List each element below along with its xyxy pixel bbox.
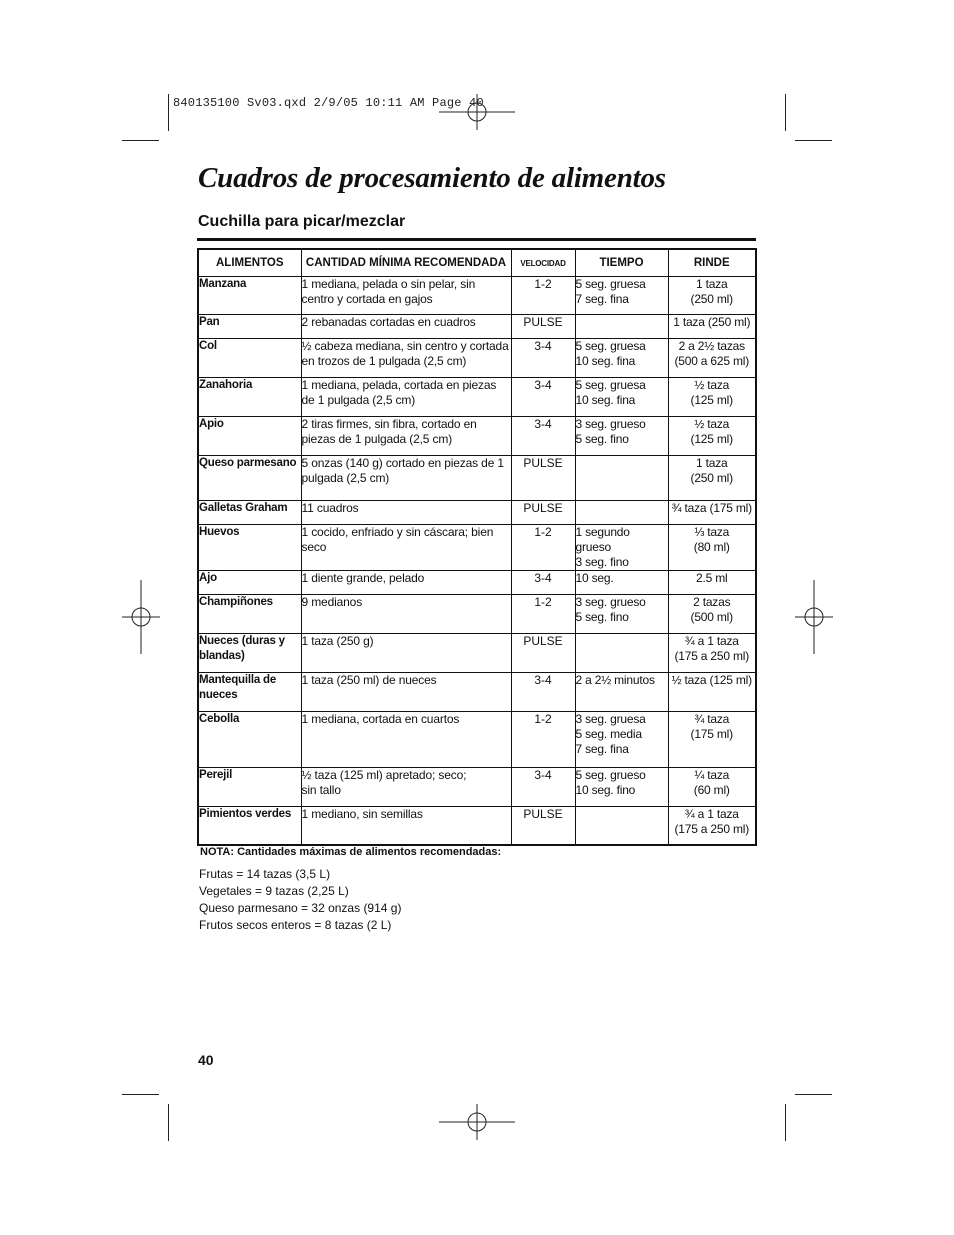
table-cell-food: Apio [198, 417, 301, 456]
table-cell-speed: 3-4 [511, 378, 575, 417]
table-cell-speed: PULSE [511, 634, 575, 673]
section-heading: Cuchilla para picar/mezclar [198, 213, 406, 230]
table-row [198, 595, 756, 634]
table-cell-time: 3 seg. grueso 5 seg. fino [575, 595, 668, 634]
page-title: Cuadros de procesamiento de alimentos [198, 162, 666, 194]
table-cell-speed: PULSE [511, 501, 575, 525]
table-row [198, 277, 756, 315]
table-cell-time: 5 seg. grueso 10 seg. fino [575, 768, 668, 807]
table-cell-food: Cebolla [198, 712, 301, 768]
table-cell-speed: 1-2 [511, 712, 575, 768]
table-cell-yield: ¾ a 1 taza (175 a 250 ml) [668, 807, 756, 845]
table-cell-food: Nueces (duras y blandas) [198, 634, 301, 673]
note-line: Vegetales = 9 tazas (2,25 L) [199, 884, 349, 898]
table-cell-speed: PULSE [511, 807, 575, 845]
table-row [198, 525, 756, 571]
processing-table [197, 248, 757, 846]
table-cell-time [575, 456, 668, 501]
table-cell-yield: 1 taza (250 ml) [668, 315, 756, 339]
table-cell-quantity: 5 onzas (140 g) cortado en piezas de 1 pulgada (2,5 cm) [301, 456, 511, 501]
table-cell-time: 5 seg. gruesa 10 seg. fina [575, 339, 668, 378]
table-cell-time [575, 634, 668, 673]
table-row [198, 807, 756, 845]
table-cell-time: 1 segundo grueso 3 seg. fino [575, 525, 668, 571]
crop-mark [122, 1094, 159, 1095]
table-cell-quantity: 1 diente grande, pelado [301, 571, 511, 595]
table-row [198, 712, 756, 768]
table-cell-food: Pimientos verdes [198, 807, 301, 845]
table-cell-yield: ⅓ taza (80 ml) [668, 525, 756, 571]
note-line: Frutos secos enteros = 8 tazas (2 L) [199, 918, 392, 932]
note-heading: NOTA: Cantidades máximas de alimentos recomendadas: [200, 846, 502, 858]
table-row [198, 768, 756, 807]
table-row [198, 571, 756, 595]
table-cell-food: Zanahoria [198, 378, 301, 417]
table-cell-food: Galletas Graham [198, 501, 301, 525]
table-cell-quantity: 1 mediana, cortada en cuartos [301, 712, 511, 768]
table-row [198, 417, 756, 456]
table-row [198, 339, 756, 378]
table-cell-quantity: 1 mediano, sin semillas [301, 807, 511, 845]
column-header-tiempo: TIEMPO [575, 249, 668, 277]
table-cell-quantity: 1 taza (250 ml) de nueces [301, 673, 511, 712]
note-line: Frutas = 14 tazas (3,5 L) [199, 867, 331, 881]
crop-mark [122, 140, 159, 141]
table-cell-quantity: 2 rebanadas cortadas en cuadros [301, 315, 511, 339]
table-cell-speed: 3-4 [511, 571, 575, 595]
table-cell-time: 5 seg. gruesa 7 seg. fina [575, 277, 668, 315]
column-header-alimentos: ALIMENTOS [198, 249, 301, 277]
table-cell-food: Mantequilla de nueces [198, 673, 301, 712]
table-cell-yield: 1 taza (250 ml) [668, 277, 756, 315]
table-row [198, 634, 756, 673]
table-cell-food: Huevos [198, 525, 301, 571]
table-cell-quantity: ½ cabeza mediana, sin centro y cortada en trozos de 1 pulgada (2,5 cm) [301, 339, 511, 378]
column-header-cantidad: CANTIDAD MÍNIMA RECOMENDADA [301, 249, 511, 277]
table-cell-time: 10 seg. [575, 571, 668, 595]
table-cell-speed: 3-4 [511, 417, 575, 456]
table-row [198, 501, 756, 525]
crop-mark [168, 1104, 169, 1141]
table-cell-yield: ½ taza (125 ml) [668, 378, 756, 417]
table-cell-speed: 3-4 [511, 673, 575, 712]
table-row [198, 673, 756, 712]
table-cell-yield: ¾ taza (175 ml) [668, 712, 756, 768]
table-cell-speed: 3-4 [511, 339, 575, 378]
registration-mark-icon [439, 94, 515, 130]
page-number: 40 [198, 1052, 214, 1068]
table-row [198, 315, 756, 339]
table-cell-time: 2 a 2½ minutos [575, 673, 668, 712]
table-row [198, 456, 756, 501]
table-cell-quantity: ½ taza (125 ml) apretado; seco; sin tallo [301, 768, 511, 807]
note-line: Queso parmesano = 32 onzas (914 g) [199, 901, 402, 915]
table-cell-quantity: 9 medianos [301, 595, 511, 634]
table-cell-quantity: 11 cuadros [301, 501, 511, 525]
table-cell-quantity: 1 cocido, enfriado y sin cáscara; bien seco [301, 525, 511, 571]
table-cell-speed: 3-4 [511, 768, 575, 807]
table-row [198, 378, 756, 417]
table-cell-speed: PULSE [511, 456, 575, 501]
table-cell-food: Champiñones [198, 595, 301, 634]
table-cell-speed: 1-2 [511, 595, 575, 634]
registration-mark-icon [795, 580, 833, 654]
table-cell-yield: ½ taza (125 ml) [668, 417, 756, 456]
table-cell-time [575, 315, 668, 339]
table-cell-yield: ¾ a 1 taza (175 a 250 ml) [668, 634, 756, 673]
table-cell-food: Col [198, 339, 301, 378]
table-cell-time: 3 seg. gruesa 5 seg. media 7 seg. fina [575, 712, 668, 768]
table-cell-time [575, 807, 668, 845]
crop-mark [168, 94, 169, 131]
table-cell-quantity: 1 mediana, pelada o sin pelar, sin centro y cortada en gajos [301, 277, 511, 315]
table-cell-yield: 2 tazas (500 ml) [668, 595, 756, 634]
registration-mark-icon [439, 1104, 515, 1140]
column-header-rinde: RINDE [668, 249, 756, 277]
table-header-row [198, 249, 756, 277]
print-slug: 840135100 Sv03.qxd 2/9/05 10:11 AM Page 40 [173, 96, 484, 110]
registration-mark-icon [122, 580, 160, 654]
table-cell-time: 5 seg. gruesa 10 seg. fina [575, 378, 668, 417]
table-cell-quantity: 1 taza (250 g) [301, 634, 511, 673]
crop-mark [795, 1094, 832, 1095]
table-cell-yield: ¾ taza (175 ml) [668, 501, 756, 525]
crop-mark [785, 94, 786, 131]
table-cell-quantity: 1 mediana, pelada, cortada en piezas de 1 pulgada (2,5 cm) [301, 378, 511, 417]
note-list [199, 866, 401, 934]
table-cell-food: Perejil [198, 768, 301, 807]
table-cell-yield: 1 taza (250 ml) [668, 456, 756, 501]
table-cell-time [575, 501, 668, 525]
table-cell-food: Pan [198, 315, 301, 339]
table-cell-food: Manzana [198, 277, 301, 315]
table-cell-yield: ¼ taza (60 ml) [668, 768, 756, 807]
table-cell-speed: PULSE [511, 315, 575, 339]
crop-mark [785, 1104, 786, 1141]
table-cell-food: Ajo [198, 571, 301, 595]
table-cell-quantity: 2 tiras firmes, sin fibra, cortado en piezas de 1 pulgada (2,5 cm) [301, 417, 511, 456]
table-cell-time: 3 seg. grueso 5 seg. fino [575, 417, 668, 456]
table-cell-yield: 2 a 2½ tazas (500 a 625 ml) [668, 339, 756, 378]
table-cell-speed: 1-2 [511, 277, 575, 315]
column-header-velocidad: VELOCIDAD [511, 249, 575, 277]
table-cell-yield: 2.5 ml [668, 571, 756, 595]
table-cell-speed: 1-2 [511, 525, 575, 571]
heading-rule [197, 238, 756, 241]
table-cell-yield: ½ taza (125 ml) [668, 673, 756, 712]
crop-mark [795, 140, 832, 141]
table-cell-food: Queso parmesano [198, 456, 301, 501]
